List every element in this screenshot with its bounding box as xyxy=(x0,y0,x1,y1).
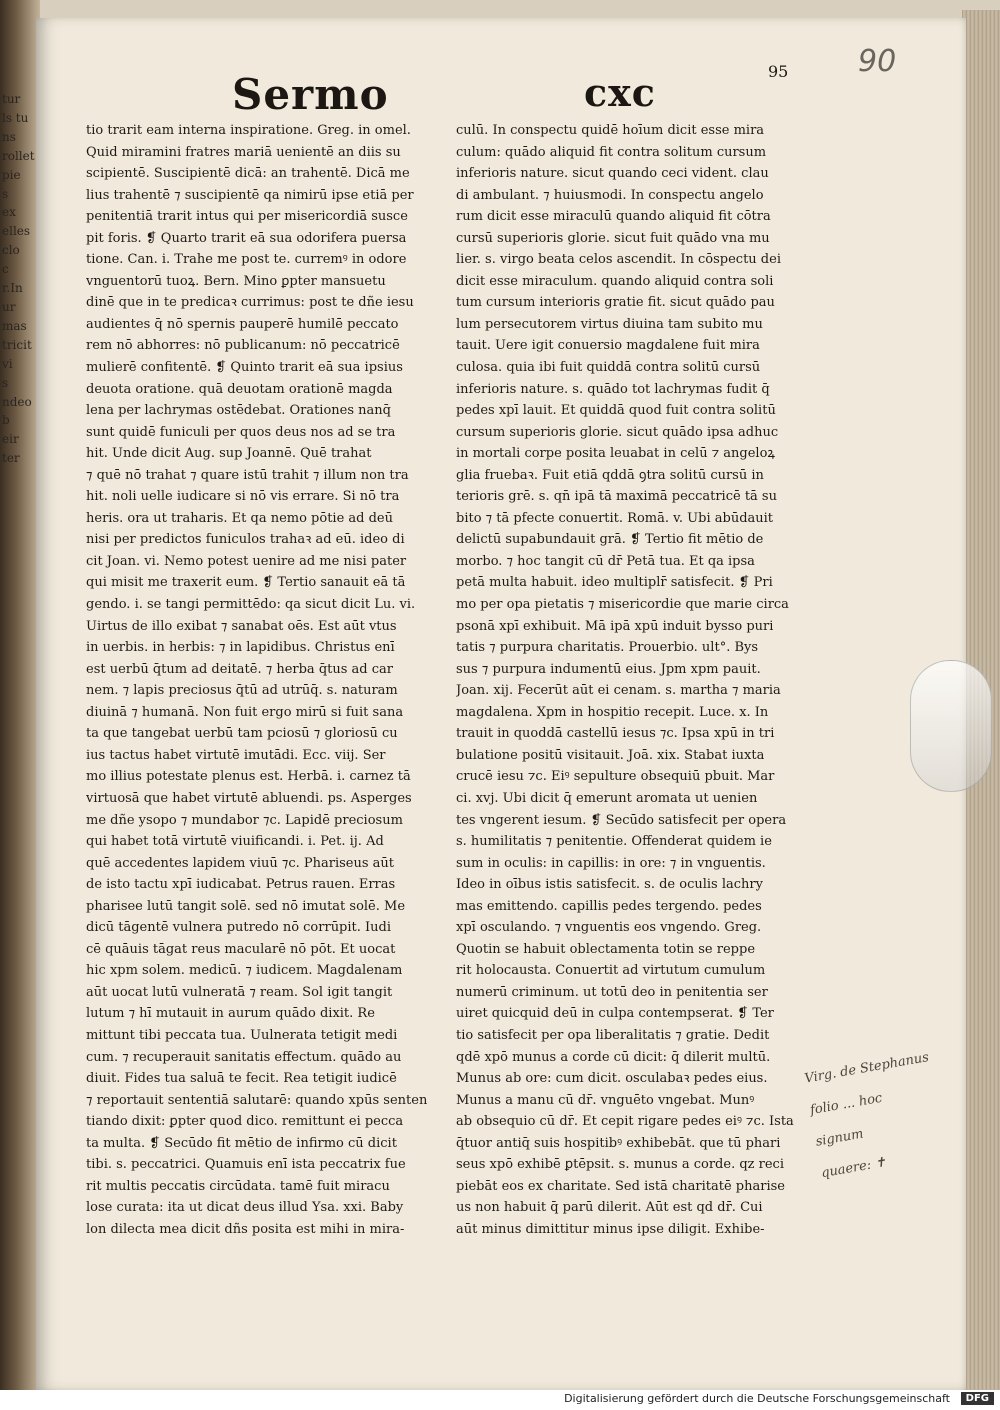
text-line: dinē que in te predicaꝛ currimus: post te dñe iesu xyxy=(86,295,414,311)
text-line: hit. noli uelle iudicare si nō vis errare. Si nō tra xyxy=(86,489,400,505)
text-line: qdē xpō munus a corde cū dicit: q̄ dilerit multū. xyxy=(456,1049,771,1065)
facing-page-text-line: ter xyxy=(2,451,20,466)
text-line: mo illius potestate plenus est. Herbā. i. carnez tā xyxy=(86,769,411,785)
text-line: ius tactus habet virtutē imutādi. Ecc. viij. Ser xyxy=(86,747,386,763)
text-line: culum: quādo aliquid fit contra solitum cursum xyxy=(456,144,767,160)
facing-page-text-line: vi xyxy=(2,356,13,371)
facing-page-edge-text xyxy=(2,90,38,1160)
text-line: ta multa. ❡ Secūdo fit mētio de infirmo cū dicit xyxy=(86,1135,397,1151)
text-line: sum in oculis: in capillis: in ore: ⁊ in vnguentis. xyxy=(456,855,766,871)
text-line: petā multa habuit. ideo multiplr̄ satisfecit. ❡ Pri xyxy=(456,575,773,591)
text-line: diuit. Fides tua saluā te fecit. Rea tetigit iudicē xyxy=(86,1071,397,1087)
text-line: lius trahentē ⁊ suscipientē qa nimirū ipse etiā per xyxy=(86,187,414,203)
text-line: ci. xvj. Ubi dicit q̄ emerunt aromata ut uenien xyxy=(456,790,758,806)
facing-page-text-line: s xyxy=(2,375,9,390)
text-line: hit. Unde dicit Aug. sup Joannē. Quē trahat xyxy=(86,446,372,462)
text-line: in uerbis. in herbis: ⁊ in lapidibus. Christus enī xyxy=(86,640,395,656)
text-line: lutum ⁊ hī mutauit in aurum quādo dixit. Re xyxy=(86,1006,375,1022)
text-column-right xyxy=(456,120,818,1240)
text-line: uiret quicquid deū in culpa contempserat. ❡ Ter xyxy=(456,1006,774,1022)
text-line: us non habuit q̄ parū dilerit. Aūt est qd dr̄. Cui xyxy=(456,1200,763,1216)
text-line: numerū criminum. ut totū deo in penitentia ser xyxy=(456,984,768,1000)
text-line: Munus ab ore: cum dicit. osculabaꝛ pedes eius. xyxy=(456,1071,768,1087)
text-line: virtuosā que habet virtutē abluendi. ps. Asperges xyxy=(86,790,412,806)
text-line: lena per lachrymas ostēdebat. Orationes nanq̄ xyxy=(86,403,391,419)
text-line: mulierē confitentē. ❡ Quinto trarit eā sua ipsius xyxy=(86,360,403,376)
text-line: magdalena. Xpm in hospitio recepit. Luce. x. In xyxy=(456,704,769,720)
running-header-center: cxc xyxy=(584,70,656,115)
text-line: vnguentorū tuoꝝ. Bern. Mino ꝑpter mansuetu xyxy=(86,273,386,289)
facing-page-text-line: pie xyxy=(2,167,21,182)
text-line: ⁊ reportauit sententiā salutarē: quando xpūs senten xyxy=(86,1092,428,1108)
facing-page-text-line: elles xyxy=(2,224,31,239)
text-line: deuota oratione. quā deuotam orationē magda xyxy=(86,381,393,397)
text-line: tauit. Uere igit conuersio magdalene fuit mira xyxy=(456,338,760,354)
text-line: seus xpō exhibē ꝑtēpsit. s. munus a corde. qz reci xyxy=(456,1157,784,1173)
text-line: lum persecutorem virtus diuina tam subito mu xyxy=(456,316,763,332)
text-line: tum cursum interioris gratie fit. sicut quādo pau xyxy=(456,295,775,311)
text-line: in mortali corpe posita leuabat in celū ⁊ angeloꝝ xyxy=(456,446,775,462)
handwritten-note-line: signum xyxy=(814,1126,865,1150)
text-line: rit holocausta. Conuertit ad virtutum cumulum xyxy=(456,963,766,979)
text-line: cursū superioris glorie. sicut fuit quādo vna mu xyxy=(456,230,770,246)
text-line: tibi. s. peccatrici. Quamuis enī ista peccatrix fue xyxy=(86,1157,406,1173)
text-line: pit foris. ❡ Quarto trarit eā sua odorifera puersa xyxy=(86,230,407,246)
facing-page-text-line: ls tu xyxy=(2,110,29,125)
text-line: pharisee lutū tangit solē. sed nō imutat solē. Me xyxy=(86,898,406,914)
handwritten-note-line: folio ... hoc xyxy=(808,1090,884,1119)
text-line: mittunt tibi peccata tua. Uulnerata tetigit medi xyxy=(86,1027,398,1043)
text-line: ta que tangebat uerbū tam pciosū ⁊ gloriosū cu xyxy=(86,726,398,742)
text-line: tione. Can. i. Trahe me post te. curremꝰ in odore xyxy=(86,252,407,268)
text-line: delictū supabundauit grā. ❡ Tertio fit mētio de xyxy=(456,532,764,548)
text-line: heris. ora ut traharis. Et qa nemo pōtie ad deū xyxy=(86,510,393,526)
text-line: nisi per predictos funiculos trahaꝛ ad eū. ideo di xyxy=(86,532,405,548)
text-line: s. humilitatis ⁊ penitentie. Offenderat quidem ie xyxy=(456,834,772,850)
text-line: audientes q̄ nō spernis pauperē humilē peccato xyxy=(86,316,399,332)
text-line: penitentiā trarit intus qui per misericordiā susce xyxy=(86,209,408,225)
facing-page-text-line: r.In xyxy=(2,281,23,296)
text-column-left xyxy=(86,120,448,1240)
text-line: rem nō abhorres: nō publicanum: nō peccatricē xyxy=(86,338,400,354)
text-line: tes vngerent iesum. ❡ Secūdo satisfecit per opera xyxy=(456,812,787,828)
text-line: qui misit me traxerit eum. ❡ Tertio sanauit eā tā xyxy=(86,575,406,591)
text-line: q̄tuor antiq̄ suis hospitibꝰ exhibebāt. que tū phari xyxy=(456,1135,781,1151)
text-line: aūt uocat lutū vulneratā ⁊ ream. Sol igit tangit xyxy=(86,984,393,1000)
handwritten-note-line: Virg. de Stephanus xyxy=(803,1050,931,1087)
text-line: Ideo in oībus istis satisfecit. s. de oculis lachry xyxy=(456,877,763,893)
text-line: mas emittendo. capillis pedes tergendo. pedes xyxy=(456,898,762,914)
text-line: cit Joan. vi. Nemo potest uenire ad me nisi pater xyxy=(86,553,407,569)
text-line: lier. s. virgo beata celos ascendit. In cōspectu dei xyxy=(456,252,781,268)
facing-page-text-line: mas xyxy=(2,318,27,333)
handwritten-marginal-note xyxy=(802,1038,972,1190)
text-line: morbo. ⁊ hoc tangit cū dr̄ Petā tua. Et qa ipsa xyxy=(456,553,755,569)
facing-page-text-line: ur xyxy=(2,299,16,314)
text-line: xpī osculando. ⁊ vnguentis eos vngendo. Greg. xyxy=(456,920,762,936)
text-line: inferioris nature. s. quādo tot lachrymas fudit q̄ xyxy=(456,381,770,397)
facing-page-text-line: clo xyxy=(2,243,20,258)
facing-page-text-line: tricit xyxy=(2,337,32,352)
text-line: crucē iesu ⁊c. Eiꝰ sepulture obsequiū pbuit. Mar xyxy=(456,769,775,785)
text-line: sunt quidē funiculi per quos deus nos ad se tra xyxy=(86,424,396,440)
text-line: scipientē. Suscipientē dicā: an trahentē. Dicā me xyxy=(86,166,410,182)
handwritten-folio-number: 90 xyxy=(858,44,897,79)
text-line: diuinā ⁊ humanā. Non fuit ergo mirū si fuit sana xyxy=(86,704,404,720)
text-line: cē quāuis tāgat reus macularē nō pōt. Et uocat xyxy=(86,941,396,957)
text-line: inferioris nature. sicut quando ceci vident. clau xyxy=(456,166,769,182)
facing-page-text-line: ns xyxy=(2,129,16,144)
dfg-logo: DFG xyxy=(961,1392,994,1405)
text-line: dicit esse miraculum. quando aliquid contra soli xyxy=(456,273,774,289)
text-line: psonā xpī exhibuit. Mā ipā xpū induit bysso puri xyxy=(456,618,774,634)
text-line: culū. In conspectu quidē hoīum dicit esse mira xyxy=(456,123,765,138)
text-line: lose curata: ita ut dicat deus illud Ysa. xxi. Baby xyxy=(86,1200,404,1216)
text-line: bulatione positū visitauit. Joā. xix. Stabat iuxta xyxy=(456,747,765,763)
text-line: terioris grē. s. qn̄ ipā tā maximā peccatricē tā su xyxy=(456,489,777,505)
text-line: piebāt eos ex charitate. Sed istā charitatē pharise xyxy=(456,1178,785,1194)
text-line: tiando dixit: ꝑpter quod dico. remittunt ei pecca xyxy=(86,1114,404,1130)
facing-page-text-line: ndeo xyxy=(2,394,32,409)
facing-page-text-line: b xyxy=(2,413,10,428)
digitization-credit: Digitalisierung gefördert durch die Deutsche Forschungsgemeinschaft xyxy=(564,1392,950,1405)
text-line: cursum superioris glorie. sicut quādo ipsa adhuc xyxy=(456,424,779,440)
text-line: trauit in quoddā castellū iesus ⁊c. Ipsa xpū in tri xyxy=(456,726,775,742)
text-line: tio trarit eam interna inspiratione. Greg. in omel. xyxy=(86,123,411,138)
text-line: qui habet totā virtutē viuificandi. i. Pet. ij. Ad xyxy=(86,834,384,850)
text-line: mo per opa pietatis ⁊ misericordie que marie circa xyxy=(456,597,789,613)
text-line: hic xpm solem. medicū. ⁊ iudicem. Magdalenam xyxy=(86,963,403,979)
text-line: ab obsequio cū dr̄. Et cepit rigare pedes eiꝰ ⁊c. Ista xyxy=(456,1114,794,1130)
text-line: Uirtus de illo exibat ⁊ sanabat oēs. Est aūt vtus xyxy=(86,618,397,634)
running-header-left: Sermo xyxy=(232,70,389,119)
text-line: gendo. i. se tangi permittēdo: qa sicut dicit Lu. vi. xyxy=(86,597,416,613)
text-line: culosa. quia ibi fuit quiddā contra solitū cursū xyxy=(456,360,761,376)
text-line: rum dicit esse miraculū quando aliquid fit cōtra xyxy=(456,209,771,225)
footer-bar xyxy=(0,1390,1000,1410)
text-line: sus ⁊ purpura indumentū eius. Jpm xpm pauit. xyxy=(456,661,761,677)
text-line: cum. ⁊ recuperauit sanitatis effectum. quādo au xyxy=(86,1049,402,1065)
text-line: tatis ⁊ purpura charitatis. Prouerbio. ult°. Bys xyxy=(456,640,759,656)
facing-page-text-line: rollet xyxy=(2,148,35,163)
printed-folio-number: 95 xyxy=(768,62,789,81)
text-line: rit multis peccatis circūdata. tamē fuit miracu xyxy=(86,1178,390,1194)
text-line: pedes xpī lauit. Et quiddā quod fuit contra solitū xyxy=(456,403,776,419)
text-line: me dñe ysopo ⁊ mundabor ⁊c. Lapidē preciosum xyxy=(86,812,403,828)
facing-page-text-line: eir xyxy=(2,432,19,447)
text-line: Munus a manu cū dr̄. vnguēto vngebat. Munꝰ xyxy=(456,1092,755,1108)
page-clip xyxy=(910,660,992,792)
text-line: glia fruebaꝛ. Fuit etiā qddā ꝯtra solitū cursū in xyxy=(456,467,764,483)
text-line: lon dilecta mea dicit dñs posita est mihi in mira- xyxy=(86,1221,405,1237)
text-line: dicū tāgentē vulnera putredo nō corrūpit. Iudi xyxy=(86,920,392,936)
text-line: Quotin se habuit oblectamenta totin se reppe xyxy=(456,941,756,957)
text-line: aūt minus dimittitur minus ipse diligit. Exhibe- xyxy=(456,1221,765,1237)
text-line: est uerbū q̄tum ad deitatē. ⁊ herba q̄tus ad car xyxy=(86,661,393,677)
text-line: quē accedentes lapidem viuū ⁊c. Phariseus aūt xyxy=(86,855,395,871)
text-line: ⁊ quē nō trahat ⁊ quare istū trahit ⁊ illum non tra xyxy=(86,467,409,483)
text-line: Quid miramini fratres mariā uenientē an diis su xyxy=(86,144,401,160)
text-line: nem. ⁊ lapis preciosus q̄tū ad utrūq̄. s. naturam xyxy=(86,683,398,699)
facing-page-text-line: tur xyxy=(2,92,21,106)
text-line: de isto tactu xpī iudicabat. Petrus rauen. Erras xyxy=(86,877,396,893)
text-line: bito ⁊ tā pfecte conuertit. Romā. v. Ubi abūdauit xyxy=(456,510,774,526)
facing-page-text-line: s xyxy=(2,186,9,201)
text-line: tio satisfecit per opa liberalitatis ⁊ gratie. Dedit xyxy=(456,1027,770,1043)
handwritten-note-line: quaere: ✝ xyxy=(820,1155,888,1182)
facing-page-text-line: ex xyxy=(2,205,16,220)
text-line: di ambulant. ⁊ huiusmodi. In conspectu angelo xyxy=(456,187,764,203)
text-line: Joan. xij. Fecerūt aūt ei cenam. s. martha ⁊ maria xyxy=(456,683,781,699)
facing-page-text-line: c xyxy=(2,262,9,277)
